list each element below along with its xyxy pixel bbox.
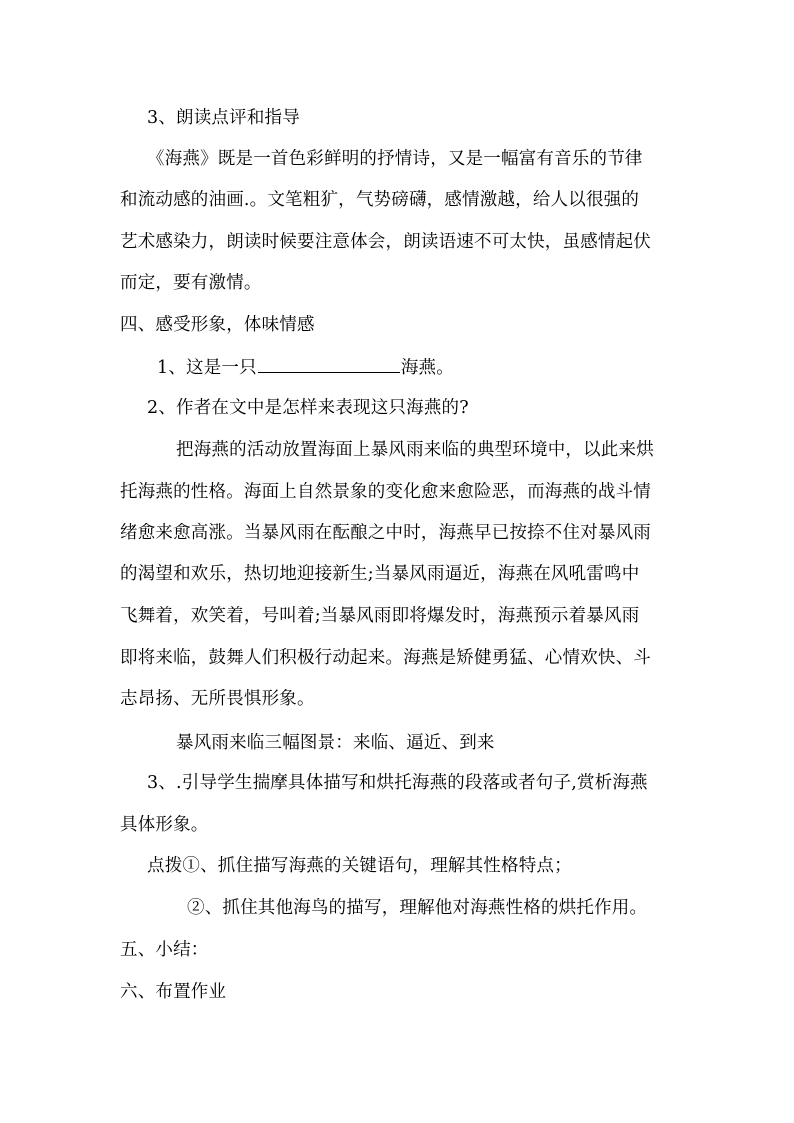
question-2: 2、作者在文中是怎样来表现这只海燕的? bbox=[147, 398, 469, 418]
three-scenes: 暴风雨来临三幅图景：来临、逼近、到来 bbox=[176, 733, 495, 753]
answer-line-4: 的渴望和欢乐，热切地迎接新生;当暴风雨逼近，海燕在风吼雷鸣中 bbox=[120, 564, 640, 584]
question-1 bbox=[157, 354, 454, 380]
question-3-line-1: 3、.引导学生揣摩具体描写和烘托海燕的段落或者句子,赏析海燕 bbox=[147, 773, 648, 793]
question-1-prefix: 1、这是一只 bbox=[157, 358, 257, 378]
answer-line-1: 把海燕的活动放置海面上暴风雨来临的典型环境中，以此来烘 bbox=[176, 440, 654, 460]
question-1-suffix: 海燕。 bbox=[400, 358, 454, 378]
fill-in-blank bbox=[258, 354, 400, 373]
answer-line-6: 即将来临，鼓舞人们积极行动起来。海燕是矫健勇猛、心情欢快、斗 bbox=[120, 648, 651, 668]
answer-line-2: 托海燕的性格。海面上自然景象的变化愈来愈险恶，而海燕的战斗情 bbox=[120, 482, 651, 502]
part6-heading: 六、布置作业 bbox=[120, 982, 227, 1002]
reading-guidance-line-1: 《海燕》既是一首色彩鲜明的抒情诗，又是一幅富有音乐的节律 bbox=[147, 149, 643, 169]
section3-heading: 3、朗读点评和指导 bbox=[147, 108, 300, 128]
answer-line-5: 飞舞着，欢笑着，号叫着;当暴风雨即将爆发时，海燕预示着暴风雨 bbox=[120, 606, 640, 626]
reading-guidance-line-4: 而定，要有激情。 bbox=[120, 273, 262, 293]
question-3-line-2: 具体形象。 bbox=[120, 815, 209, 835]
answer-line-7: 志昂扬、无所畏惧形象。 bbox=[120, 689, 315, 709]
part5-heading: 五、小结： bbox=[120, 940, 209, 960]
tip-1: 点拨①、抓住描写海燕的关键语句，理解其性格特点； bbox=[147, 856, 572, 876]
reading-guidance-line-2: 和流动感的油画.。文笔粗犷，气势磅礴，感情激越，给人以很强的 bbox=[120, 190, 640, 210]
part4-heading: 四、感受形象，体味情感 bbox=[120, 315, 315, 335]
answer-line-3: 绪愈来愈高涨。当暴风雨在酝酿之中时，海燕早已按捺不住对暴风雨 bbox=[120, 523, 651, 543]
reading-guidance-line-3: 艺术感染力，朗读时候要注意体会，朗读语速不可太快，虽感情起伏 bbox=[120, 232, 651, 252]
tip-2: ②、抓住其他海鸟的描写，理解他对海燕性格的烘托作用。 bbox=[187, 898, 648, 918]
